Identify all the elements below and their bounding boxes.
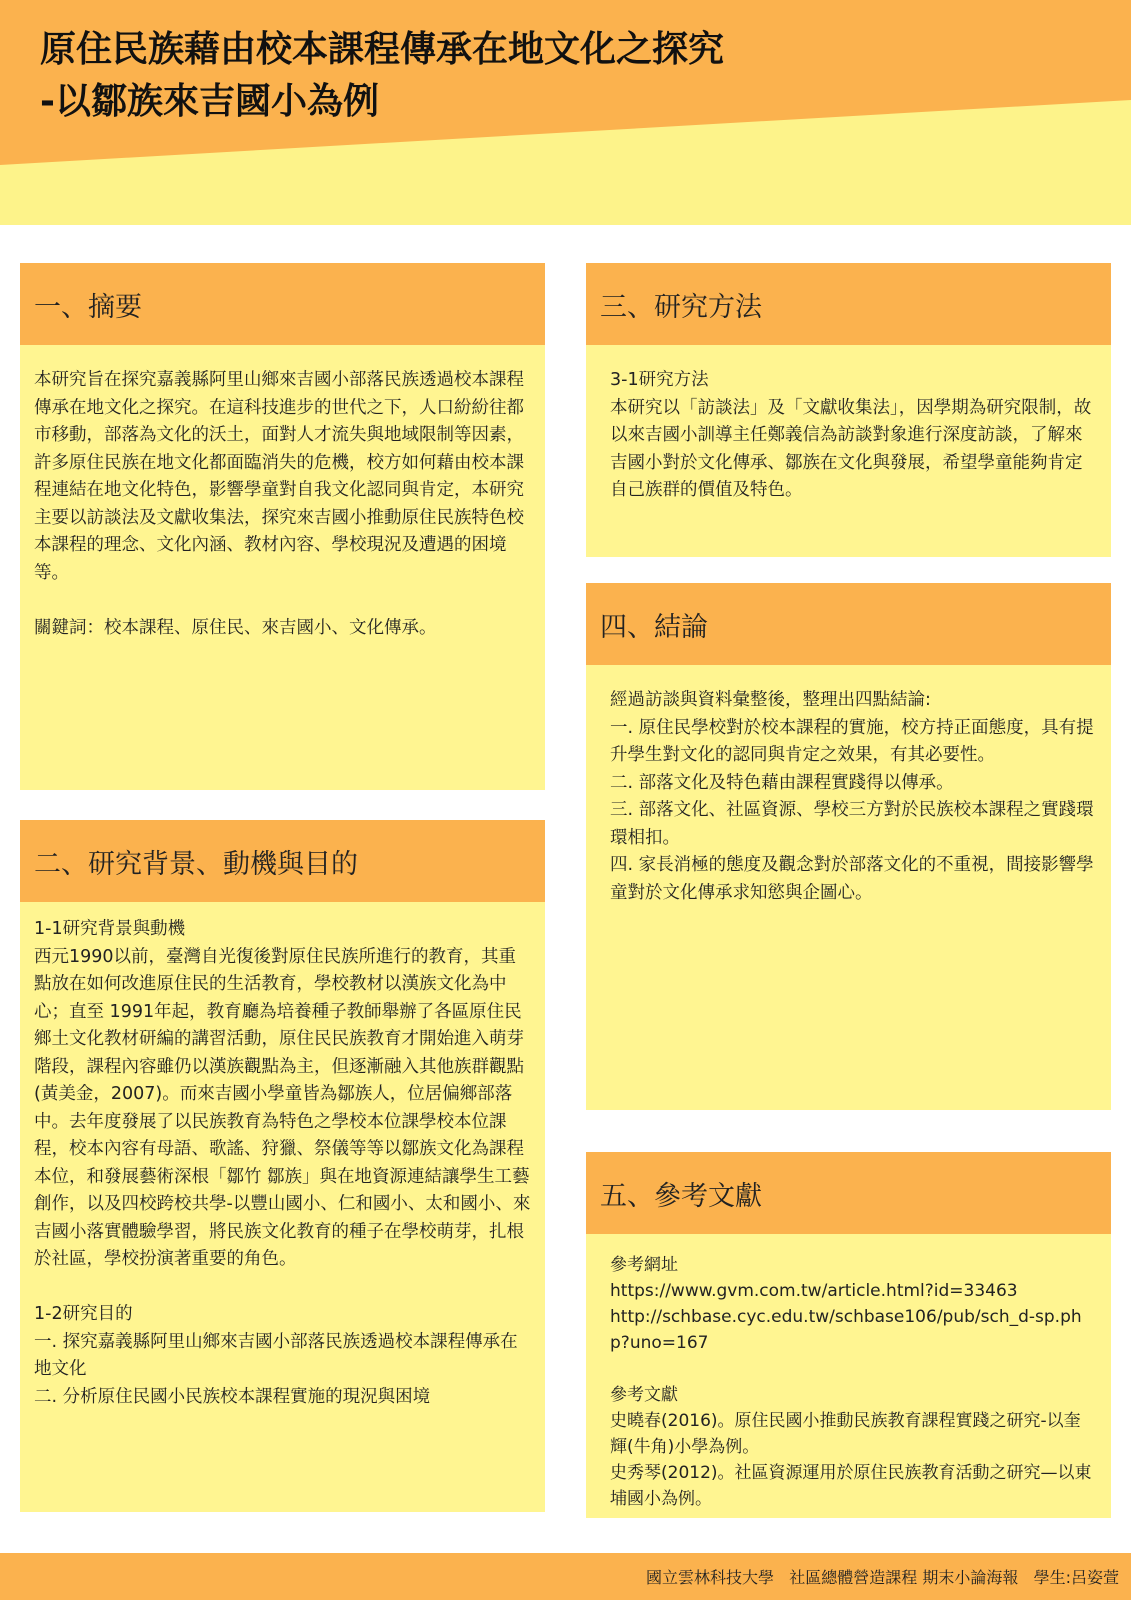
header-band [0, 0, 1131, 225]
references-panel [586, 1152, 1111, 1518]
abstract-panel [20, 263, 545, 790]
references-heading: 五、參考文獻 [586, 1152, 1111, 1234]
abstract-heading: 一、摘要 [20, 263, 545, 345]
conclusion-panel [586, 583, 1111, 1110]
page-title: 原住民族藉由校本課程傳承在地文化之探究 -以鄒族來吉國小為例 [40, 29, 725, 122]
background-heading: 二、研究背景、動機與目的 [20, 820, 545, 902]
method-body: 3-1研究方法 本研究以「訪談法」及「文獻收集法」，因學期為研究限制，故以來吉國小訓導主任鄭義信為訪談對象進行深度訪談，了解來吉國小對於文化傳承、鄒族在文化與發展，希望學童能夠肯定自己族群的價值及特色。 [610, 370, 1092, 500]
conclusion-heading: 四、結論 [586, 583, 1111, 665]
method-heading: 三、研究方法 [586, 263, 1111, 345]
footer-text: 國立雲林科技大學 社區總體營造課程 期末小論海報 學生:呂姿萱 [646, 1568, 1119, 1587]
references-body: 參考網址 https://www.gvm.com.tw/article.html?id=33463 http://schbase.cyc.edu.tw/schbase106/pub/sch_d-sp.php?uno=167 參考文獻 史曉春(2016)。原住民國小推動民族教育課程實踐之研究-以奎輝(牛角)小學為例。 史秀琴(2012)。社區資源運用於原住民族教育活動之研究—以東埔國小為例。 [610, 1255, 1092, 1509]
abstract-body: 本研究旨在探究嘉義縣阿里山鄉來吉國小部落民族透過校本課程傳承在地文化之探究。在這科技進步的世代之下，人口紛紛往都市移動，部落為文化的沃土，面對人才流失與地域限制等因素，許多原住民族在地文化都面臨消失的危機，校方如何藉由校本課程連結在地文化特色，影響學童對自我文化認同與肯定，本研究主要以訪談法及文獻收集法，探究來吉國小推動原住民族特色校本課程的理念、文化內涵、教材內容、學校現況及遭遇的困境等。 關鍵詞：校本課程、原住民、來吉國小、文化傳承。 [34, 370, 524, 638]
conclusion-body: 經過訪談與資料彙整後，整理出四點結論: 一. 原住民學校對於校本課程的實施，校方持正面態度，具有提升學生對文化的認同與肯定之效果，有其必要性。 二. 部落文化及特色藉由課程實踐得以傳承。 三. 部落文化、社區資源、學校三方對於民族校本課程之實踐環環相扣。 四. 家長消極的態度及觀念對於部落文化的不重視，間接影響學童對於文化傳承求知慾與企圖心。 [610, 690, 1094, 903]
footer-bar [0, 1553, 1131, 1600]
method-panel [586, 263, 1111, 557]
background-body: 1-1研究背景與動機 西元1990以前，臺灣自光復後對原住民族所進行的教育，其重點放在如何改進原住民的生活教育，學校教材以漢族文化為中心；直至 1991年起，教育廳為培養種子教師舉辦了各區原住民鄉土文化教材研編的講習活動，原住民民族教育才開始進入萌芽階段，課程內容雖仍以漢族觀點為主，但逐漸融入其他族群觀點(黃美金，2007)。而來吉國小學童皆為鄒族人，位居偏鄉部落中。去年度發展了以民族教育為特色之學校本位課學校本位課程，校本內容有母語、歌謠、狩獵、祭儀等等以鄒族文化為課程本位，和發展藝術深根「鄒竹 鄒族」與在地資源連結讓學生工藝創作，以及四校跨校共學-以豐山國小、仁和國小、太和國小、來吉國小落實體驗學習，將民族文化教育的種子在學校萌芽，扎根於社區，學校扮演著重要的角色。 1-2研究目的 一. 探究嘉義縣阿里山鄉來吉國小部落民族透過校本課程傳承在地文化 二. 分析原住民國小民族校本課程實施的現況與困境 [34, 919, 531, 1407]
background-panel [20, 820, 545, 1512]
